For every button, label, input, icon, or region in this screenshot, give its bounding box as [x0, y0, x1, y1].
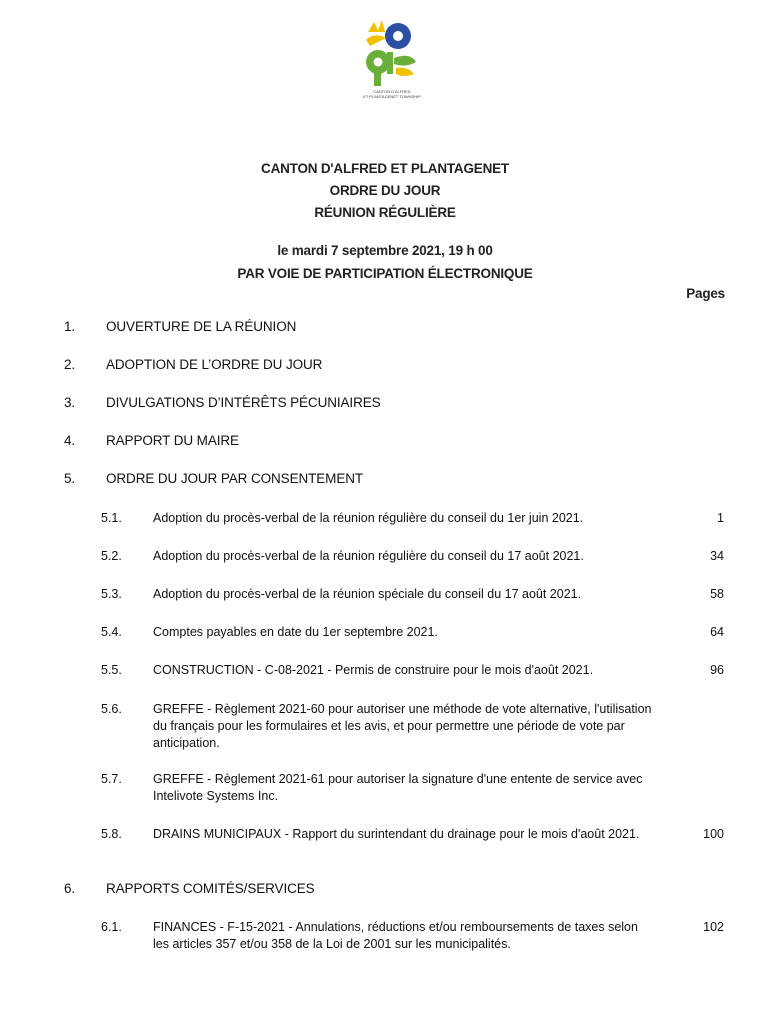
section-title: ORDRE DU JOUR PAR CONSENTEMENT: [106, 471, 364, 486]
item-text: Adoption du procès-verbal de la réunion spéciale du conseil du 17 août 2021.: [153, 587, 582, 601]
item-text: CONSTRUCTION - C-08-2021 - Permis de construire pour le mois d'août 2021.: [153, 663, 594, 677]
item-text: Comptes payables en date du 1er septembre 2021.: [153, 625, 438, 639]
section-number: 6.: [64, 881, 76, 896]
item-page: 58: [710, 587, 724, 601]
township-logo: [360, 18, 422, 100]
section-title: OUVERTURE DE LA RÉUNION: [106, 319, 297, 334]
item-page: 1: [717, 511, 724, 525]
header-meeting-type: RÉUNION RÉGULIÈRE: [314, 205, 456, 220]
item-number: 5.7.: [101, 772, 122, 786]
section-title: ADOPTION DE L’ORDRE DU JOUR: [106, 357, 323, 372]
item-page: 102: [703, 920, 724, 934]
item-number: 5.2.: [101, 549, 122, 563]
item-page: 96: [710, 663, 724, 677]
section-number: 1.: [64, 319, 76, 334]
section-number: 2.: [64, 357, 76, 372]
item-text: Adoption du procès-verbal de la réunion régulière du conseil du 1er juin 2021.: [153, 511, 584, 525]
item-number: 5.6.: [101, 702, 122, 716]
item-text: GREFFE - Règlement 2021-61 pour autoriser la signature d'une entente de service avec Intelivote Systems Inc.: [153, 772, 643, 803]
item-page: 34: [710, 549, 724, 563]
header-date: le mardi 7 septembre 2021, 19 h 00: [277, 243, 493, 258]
item-page: 100: [703, 827, 724, 841]
header-mode: PAR VOIE DE PARTICIPATION ÉLECTRONIQUE: [237, 266, 533, 281]
item-number: 5.5.: [101, 663, 122, 677]
item-text: DRAINS MUNICIPAUX - Rapport du surintendant du drainage pour le mois d'août 2021.: [153, 827, 640, 841]
item-text: GREFFE - Règlement 2021-60 pour autoriser une méthode de vote alternative, l'utilisation du français pour les formulaires et les avis, et pour permettre une période de vote par anticipation.: [153, 702, 652, 750]
logo-caption: CANTON D'ALFRED ET PLANTAGENET TOWNSHIP: [363, 89, 421, 99]
section-title: DIVULGATIONS D’INTÉRÊTS PÉCUNIAIRES: [106, 395, 381, 410]
section-number: 5.: [64, 471, 76, 486]
header-agenda: ORDRE DU JOUR: [329, 183, 441, 198]
section-title: RAPPORT DU MAIRE: [106, 433, 239, 448]
section-title: RAPPORTS COMITÉS/SERVICES: [106, 881, 315, 896]
header-township: CANTON D'ALFRED ET PLANTAGENET: [261, 161, 509, 176]
item-number: 5.3.: [101, 587, 122, 601]
item-page: 64: [710, 625, 724, 639]
logo-yellow-shape: [368, 20, 385, 32]
pages-column-label: Pages: [686, 286, 725, 301]
item-number: 6.1.: [101, 920, 122, 934]
section-number: 3.: [64, 395, 76, 410]
item-text: Adoption du procès-verbal de la réunion régulière du conseil du 17 août 2021.: [153, 549, 584, 563]
item-number: 5.1.: [101, 511, 122, 525]
item-number: 5.4.: [101, 625, 122, 639]
section-number: 4.: [64, 433, 76, 448]
item-number: 5.8.: [101, 827, 122, 841]
item-text: FINANCES - F-15-2021 - Annulations, réductions et/ou remboursements de taxes selon les articles 357 et/ou 358 de la Loi de 2001 sur les municipalités.: [153, 920, 638, 951]
